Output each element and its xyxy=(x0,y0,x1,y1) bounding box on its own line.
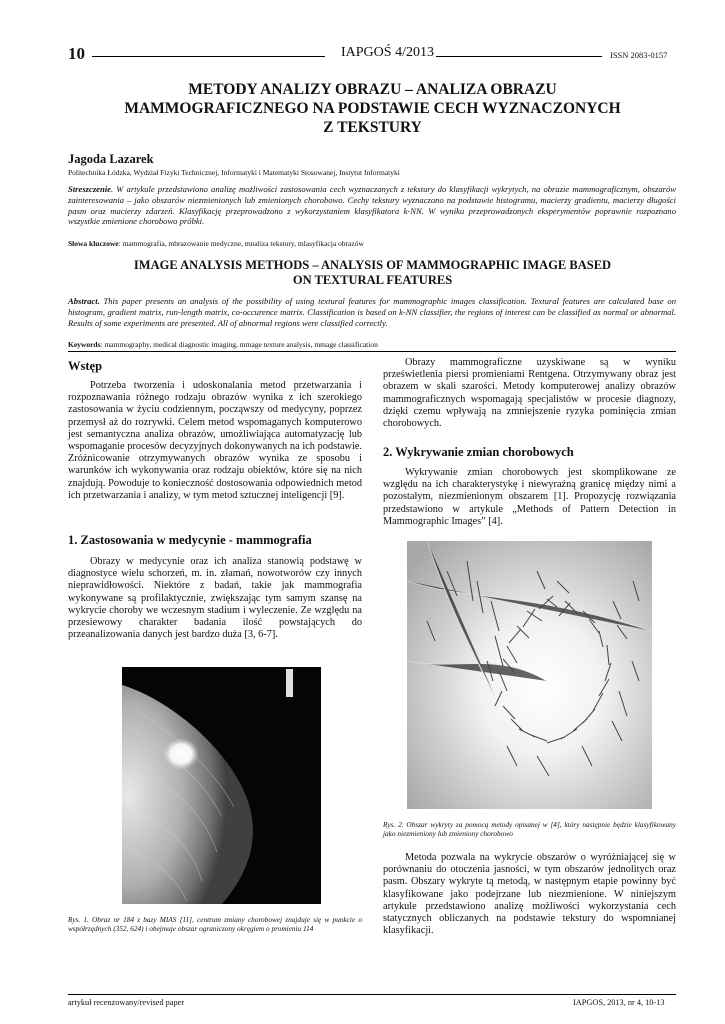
paper-title xyxy=(60,80,685,137)
keywords-pl-text: : mammografia, mbrazowanie medyczne, mnaliza tekstury, mlasyfikacja obrazów xyxy=(118,239,364,248)
abstract-pl-label: Streszczenie xyxy=(68,184,111,194)
footer-left: artykuł recenzowany/revised paper xyxy=(68,998,185,1007)
heading-section-2: 2. Wykrywanie zmian chorobowych xyxy=(383,445,574,459)
author: Jagoda Lazarek xyxy=(68,152,154,166)
affiliation: Politechnika Łódzka, Wydział Fizyki Technicznej, Informatyki i Matematyki Stosowanej, Instytut Informatyki xyxy=(68,168,400,177)
paragraph-intro: Potrzeba tworzenia i udoskonalania metod przetwarzania i rozpoznawania różnego rodzaju obrazów wynika z ich szerokiego zastosowania w życiu codziennym, począwszy od medycyny, poprzez przemysł aż do rozrywki. Celem metod wspomaganych komputerowo jest semantyczna analiza obrazów, umożliwiająca automatyzację lub wspomaganie procesów decyzyjnych dokonywanych na ich podstawie. Zróżnicowanie otrzymywanych obrazów wynika ze sposobu i warunków ich wykonywania oraz rodzaju obiektów, które się na nich znajdują. Powoduje to konieczność dostosowania odpowiednich metod ich przetwarzania i analizy, w tym metod sztucznej inteligencji [9]. xyxy=(68,380,362,501)
abstract-pl-text: . W artykule przedstawiono analizę możliwości zastosowania cech wyznaczanych z tekstury do klasyfikacji wykrytych, na obrazie mammograficznym, obszarów zainteresowania – jako obszarów niezmienionych lub zmienionych chorobowo. Cechy tekstury wyznaczono na podstawie histogramu, macierzy gradientu, macierzy długości pasm oraz macierzy zdarzeń. Klasyfikację przeprowadzono z wykorzystaniem klasyfikatora k-NN. W wyniku przeprowadzonych eksperymentów poprawnie rozpoznano wszystkie zmienione chorobowo próbki. xyxy=(68,184,676,227)
journal-name: IAPGOŚ 4/2013 xyxy=(341,45,434,60)
keywords-en xyxy=(68,340,378,349)
paragraph-section-1: Obrazy w medycynie oraz ich analiza stanowią podstawę w diagnostyce wielu schorzeń, m. in. złamań, nowotworów czy innych nieprawidłowości. Niektóre z badań, takie jak mammografia wykonywane są profilaktycznie, zwiększając tym samym szansę na wykrycie choroby we wczesnym stadium i wyleczenie. Ze względu na przesiewowy charakter badania ilość powstających do przeanalizowania danych jest bardzo duża [3, 6-7]. xyxy=(68,556,362,641)
detected-region-image xyxy=(407,541,652,809)
paragraph-section-2: Wykrywanie zmian chorobowych jest skomplikowane ze względu na ich charakterystykę i niewyraźną granicę między nimi a pozostałym, niezmienionym obszarem [1]. Propozycję rozwiązania przedstawiono w artykule „Methods of Pattern Detection in Mammographic Images” [4]. xyxy=(383,467,676,527)
footer-right: IAPGOS, 2013, nr 4, 10-13 xyxy=(573,998,665,1007)
mammogram-image xyxy=(122,667,321,904)
keywords-en-label: Keywords xyxy=(68,340,101,349)
abstract-en xyxy=(68,296,676,328)
paper-title-en xyxy=(60,258,685,288)
header-rule-left xyxy=(92,56,325,57)
figure-2-detected-region xyxy=(407,541,652,809)
section-divider xyxy=(68,351,676,352)
figure-2-caption: Rys. 2. Obszar wykryty za pomocą metody opisanej w [4], który następnie będzie klasyfikowany jako niezmieniony lub zmieniony chorobowo xyxy=(383,820,676,838)
abstract-en-label: Abstract. xyxy=(68,296,100,306)
title-en-line-2: ON TEXTURAL FEATURES xyxy=(292,273,453,287)
keywords-pl-label: Słowa kluczowe xyxy=(68,239,119,248)
header-rule-right xyxy=(436,56,602,57)
keywords-pl xyxy=(68,239,364,248)
title-line-2: MAMMOGRAFICZNEGO NA PODSTAWIE CECH WYZNACZONYCH xyxy=(124,100,621,117)
keywords-en-text: : mammography, medical diagnostic imaging, mmage texture analysis, mmage classification xyxy=(100,340,378,349)
figure-1-mammogram xyxy=(122,667,321,904)
figure-1-caption: Rys. 1. Obraz nr 184 z bazy MIAS [11], centrum zmiany chorobowej znajduje się w punkcie o współrzędnych (352, 624) i obejmuje obszar ograniczony okręgiem o promieniu 114 xyxy=(68,915,362,933)
title-line-3: Z TEKSTURY xyxy=(323,119,422,136)
paragraph-method: Metoda pozwala na wykrycie obszarów o wyróżniającej się w porównaniu do otoczenia jasności, w tym obszarów jednolitych oraz pasm. Obszary wykryte tą metodą, w następnym etapie powinny być klasyfikowane jako podejrzane lub niezmienione. W niniejszym artykule przedstawiono analizę możliwości wykorzystania cech statycznych obliczanych na podstawie tekstury do wspomnianej klasyfikacji. xyxy=(383,852,676,937)
title-en-line-1: IMAGE ANALYSIS METHODS – ANALYSIS OF MAMMOGRAPHIC IMAGE BASED xyxy=(133,258,612,272)
heading-section-1: 1. Zastosowania w medycynie - mammografia xyxy=(68,533,312,547)
title-line-1: METODY ANALIZY OBRAZU – ANALIZA OBRAZU xyxy=(188,81,557,98)
page-number: 10 xyxy=(68,44,85,63)
issn: ISSN 2083-0157 xyxy=(610,50,668,60)
abstract-pl xyxy=(68,184,676,227)
paragraph-continuation: Obrazy mammograficzne uzyskiwane są w wyniku prześwietlenia piersi promieniami Rentgena. Otrzymywany obraz jest obrazem w skali szarości. Metody komputerowej analizy obrazów mammograficznych wspomagają specjalistów w procesie diagnozy, dzięki czemu wpływają na zmniejszenie ryzyka pominięcia zmian chorobowych. xyxy=(383,357,676,430)
heading-intro: Wstęp xyxy=(68,359,103,373)
abstract-en-text: This paper presents an analysis of the possibility of using textural features for mammographic images classification. Textural features are calculated base on histogram, gradient matrix, run-length matrix, co-occurence matrix. Classification is based on k-NN classifier, the regions of interest can be classified as normal or abnormal. Results of some experiments are presented. All of abnormal regions were classified correctly. xyxy=(68,296,676,328)
footer-rule xyxy=(68,994,676,995)
